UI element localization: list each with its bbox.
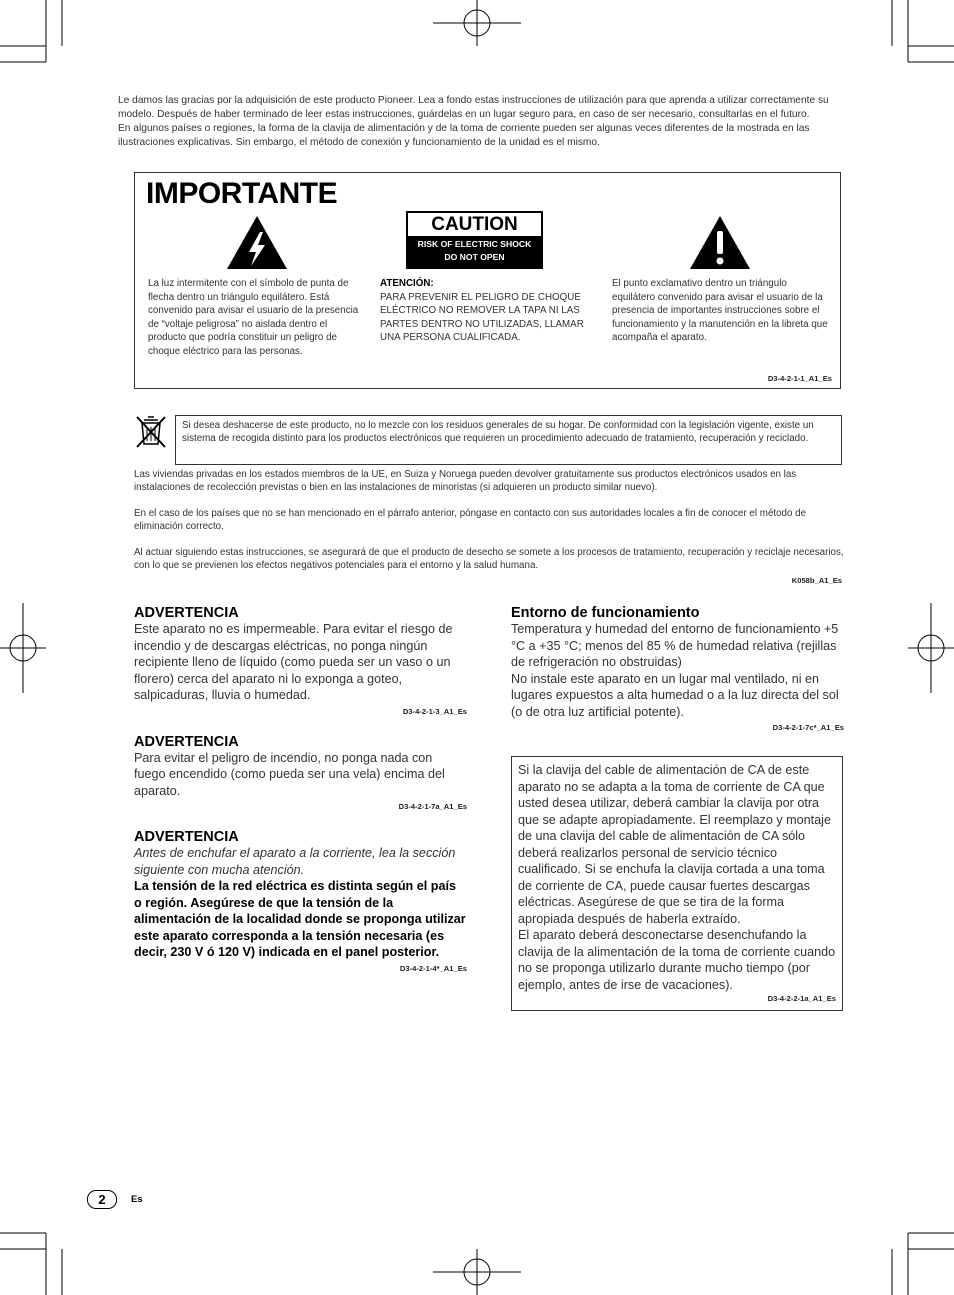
right-column: [511, 605, 844, 732]
crossed-bin-icon: [134, 414, 168, 450]
plug-box: [511, 756, 843, 1011]
warning-2-text: Para evitar el peligro de incendio, no ponga nada con fuego encendido (como pueda ser una vela) encima del aparato.: [134, 750, 445, 798]
disposal-paragraph-2: En el caso de los países que no se han mencionado en el párrafo anterior, póngase en contacto con sus autoridades locales a fin de conocer el método de eliminación correcto.: [134, 507, 807, 533]
disposal-paragraph-1: Las viviendas privadas en los estados miembros de la UE, en Suiza y Noruega pueden devolver gratuitamente sus productos electrónicos usados en las instalaciones de recolección previstas o bien en las instalaciones de minoristas (si adquieren un producto similar nuevo).: [134, 469, 797, 494]
warning-1-title: ADVERTENCIA: [134, 605, 239, 621]
disposal-code: K058b_A1_Es: [791, 576, 842, 585]
atencion-block: [380, 277, 598, 345]
intro-paragraph-2: En algunos países o regiones, la forma de la clavija de alimentación y de la toma de corriente pueden ser algunas veces diferentes de la mostrada en las ilustraciones explicativas. Sin embargo, el método de conexión y funcionamiento de la unidad es el mismo.: [118, 123, 810, 148]
disposal-box: [175, 415, 842, 465]
caution-sub-2: DO NOT OPEN: [444, 252, 505, 262]
disposal-text: [134, 468, 844, 572]
warning-2-title: ADVERTENCIA: [134, 733, 239, 750]
caution-banner: [408, 236, 541, 267]
warning-1-code: D3-4-2-1-3_A1_Es: [402, 706, 467, 716]
warning-3-bold: La tensión de la red eléctrica es distinta según el país o región. Asegúrese de que la tensión de la alimentación de la localidad donde se proponga utilizar este aparato corresponda a la tensión necesaria (es decir, 230 V ó 120 V) indicada en el panel posterior.: [134, 879, 466, 959]
caution-label: [406, 211, 543, 269]
lightning-triangle-icon: [225, 214, 289, 271]
importante-title: IMPORTANTE: [146, 177, 338, 210]
lightning-explanation: La luz intermitente con el símbolo de punta de flecha dentro un triángulo equilátero. Está convenido para avisar el usuario de la presencia de “voltaje peligrosa” no aislada dentro el producto que podría constituir un peligro de choque eléctrico para las personas.: [148, 278, 359, 357]
environment-text-1: Temperatura y humedad del entorno de funcionamiento +5 °C a +35 °C; menos del 85 % de humedad relativa (rejillas de refrigeración no obstruidas): [511, 622, 839, 669]
plug-text-1: Si la clavija del cable de alimentación de CA de este aparato no se adapta a la toma de corriente de CA que usted desea utilizar, deberá cambiar la clavija por otra que se adapte apropiadamente. El reemplazo y montaje de una clavija del cable de alimentación de CA sólo deberá realizarlos personal de servicio técnico cualificado. Si se enchufa la clavija cortada a una toma de corriente de CA, puede causar fuertes descargas eléctricas. Asegúrese de que se tira de la forma apropiada después de haberla extraído.: [518, 763, 831, 926]
environment-title: Entorno de funcionamiento: [511, 605, 700, 621]
exclamation-explanation: El punto exclamativo dentro un triángulo equilátero convenido para avisar el usuario de la presencia de importantes instrucciones sobre el funcionamiento y la manutención en la libreta que acompaña el aparato.: [612, 278, 828, 344]
plug-text-2: El aparato deberá desconectarse desenchufando la clavija de la alimentación de la toma de corriente cuando no se proponga utilizarlo durante mucho tiempo (por ejemplo, antes de irse de vacaciones).: [518, 928, 836, 992]
warning-3-italic: Antes de enchufar el aparato a la corriente, lea la sección siguiente con mucha atención.: [134, 846, 456, 877]
atencion-text: PARA PREVENIR EL PELIGRO DE CHOQUE ELÉCTRICO NO REMOVER LA TAPA NI LAS PARTES DENTRO NO UTILIZADAS, LLAMAR UNA PERSONA CUALIFICADA.: [380, 291, 584, 344]
plug-code: D3-4-2-2-1a_A1_Es: [767, 994, 836, 1003]
caution-sub-1: RISK OF ELECTRIC SHOCK: [417, 239, 532, 249]
disposal-paragraph-3: Al actuar siguiendo estas instrucciones, se asegurará de que el producto de desecho se somete a los procesos de tratamiento, recuperación y reciclaje necesarios, con lo que se previenen los efectos negativos potenciales para el entorno y la salud humana.: [134, 546, 844, 572]
language-code: Es: [131, 1194, 143, 1205]
disposal-box-text: Si desea deshacerse de este producto, no lo mezcle con los residuos generales de su hogar. De conformidad con la legislación vigente, existe un sistema de recogida distinto para los productos electrónicos que requieren un procedimiento adecuado de tratamiento, recuperación y reciclado.: [182, 420, 814, 444]
warning-3-title: ADVERTENCIA: [134, 829, 239, 845]
environment-code: D3-4-2-1-7c*_A1_Es: [772, 723, 844, 732]
warning-1-text: Este aparato no es impermeable. Para evitar el riesgo de incendio y de descargas eléctricas, no ponga ningún recipiente lleno de líquido (como pueda ser un vaso o un florero) cerca del aparato ni lo exponga a goteo, salpicaduras, lluvia o humedad.: [134, 622, 453, 702]
caution-title: CAUTION: [431, 214, 518, 235]
page-number: 2: [98, 1192, 106, 1207]
atencion-heading: ATENCIÓN:: [380, 278, 434, 289]
intro-text: [118, 94, 856, 150]
intro-paragraph-1: Le damos las gracias por la adquisición de este producto Pioneer. Lea a fondo estas instrucciones de utilización para que aprenda a utilizar correctamente su modelo. Después de haber terminado de leer estas instrucciones, guárdelas en un lugar seguro para, en caso de ser necesario, consultarlas en el futuro.: [118, 95, 829, 120]
page-number-badge: [87, 1190, 117, 1209]
warning-2-code: D3-4-2-1-7a_A1_Es: [398, 802, 467, 811]
warning-3-code: D3-4-2-1-4*_A1_Es: [399, 963, 467, 973]
environment-text-2: No instale este aparato en un lugar mal ventilado, ni en lugares expuestos a alta humedad o a la luz directa del sol (o de otra luz artificial potente).: [511, 671, 839, 719]
importante-code: D3-4-2-1-1_A1_Es: [767, 374, 832, 383]
left-column: [134, 605, 467, 973]
importante-box: [134, 172, 841, 389]
exclamation-triangle-icon: [688, 214, 752, 271]
